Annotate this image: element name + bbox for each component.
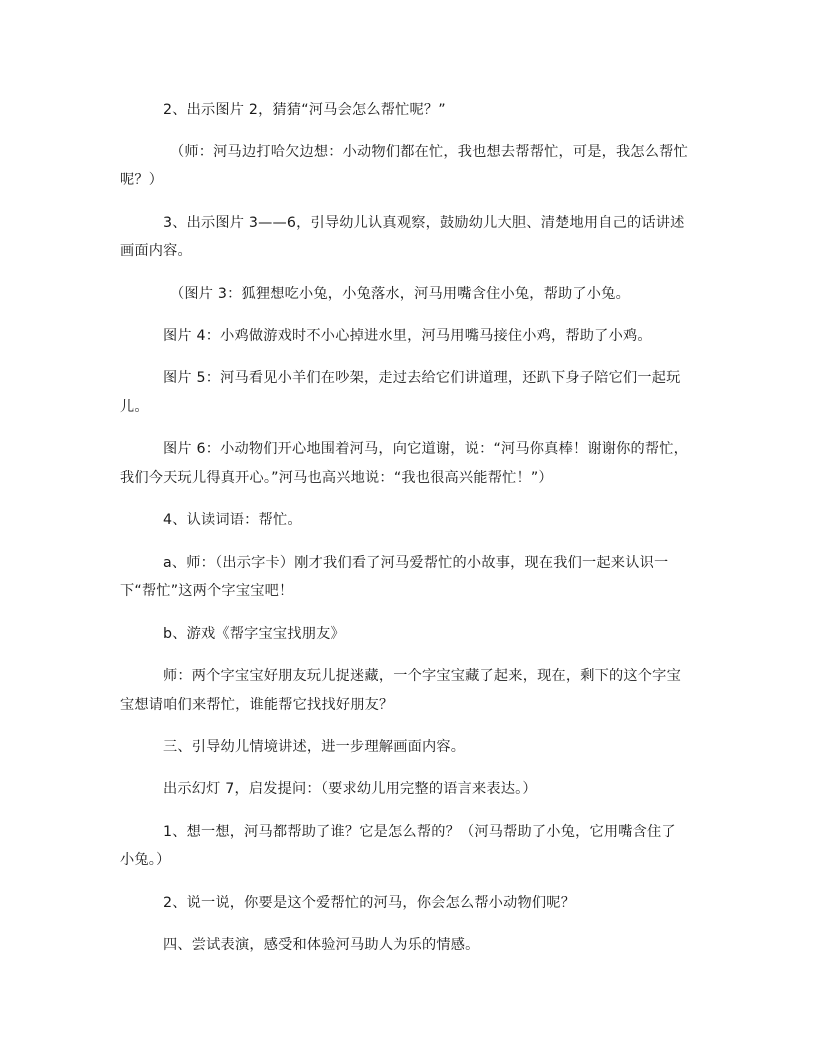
paragraph-line: 2、出示图片 2，猜猜“河马会怎么帮忙呢？”: [163, 102, 446, 118]
paragraph-line: 宝想请咱们来帮忙，谁能帮它找找好朋友？: [120, 697, 394, 713]
paragraph-line: 小兔。）: [120, 852, 171, 868]
paragraph-line: 1、想一想，河马都帮助了谁？它是怎么帮的？（河马帮助了小兔，它用嘴含住了: [163, 824, 676, 840]
paragraph-line: 下“帮忙”这两个字宝宝吧！: [120, 583, 294, 599]
paragraph-line: a、师：（出示字卡）刚才我们看了河马爱帮忙的小故事，现在我们一起来认识一: [163, 555, 669, 571]
paragraph-line: 图片 5：河马看见小羊们在吵架，走过去给它们讲道理，还趴下身子陪它们一起玩: [163, 370, 681, 386]
paragraph-line: 2、说一说，你要是这个爱帮忙的河马，你会怎么帮小动物们呢？: [163, 895, 576, 911]
paragraph-line: （师：河马边打哈欠边想：小动物们都在忙，我也想去帮帮忙，可是，我怎么帮忙: [170, 144, 688, 160]
paragraph-line: 呢？）: [120, 172, 164, 188]
paragraph-line: 画面内容。: [120, 243, 192, 259]
paragraph-line: 图片 4：小鸡做游戏时不小心掉进水里，河马用嘴马接住小鸡，帮助了小鸡。: [163, 328, 652, 344]
section-heading: 四、尝试表演，感受和体验河马助人为乐的情感。: [163, 937, 480, 953]
paragraph-line: 我们今天玩儿得真开心。”河马也高兴地说：“我也很高兴能帮忙！”）: [120, 470, 553, 486]
paragraph-line: （图片 3：狐狸想吃小兔，小兔落水，河马用嘴含住小兔，帮助了小兔。: [170, 286, 630, 302]
paragraph-line: 4、认读词语：帮忙。: [163, 512, 302, 528]
paragraph-line: 3、出示图片 3——6，引导幼儿认真观察，鼓励幼儿大胆、清楚地用自己的话讲述: [163, 215, 685, 231]
paragraph-line: 图片 6：小动物们开心地围着河马，向它道谢，说：“河马你真棒！谢谢你的帮忙，: [163, 441, 689, 457]
paragraph-line: 师：两个字宝宝好朋友玩儿捉迷藏，一个字宝宝藏了起来，现在，剩下的这个字宝: [163, 668, 681, 684]
paragraph-line: 儿。: [120, 399, 149, 415]
paragraph-line: 出示幻灯 7，启发提问：（要求幼儿用完整的语言来表达。）: [163, 781, 537, 797]
paragraph-line: b、游戏《帮字宝宝找朋友》: [163, 626, 345, 642]
section-heading: 三、引导幼儿情境讲述，进一步理解画面内容。: [163, 739, 466, 755]
